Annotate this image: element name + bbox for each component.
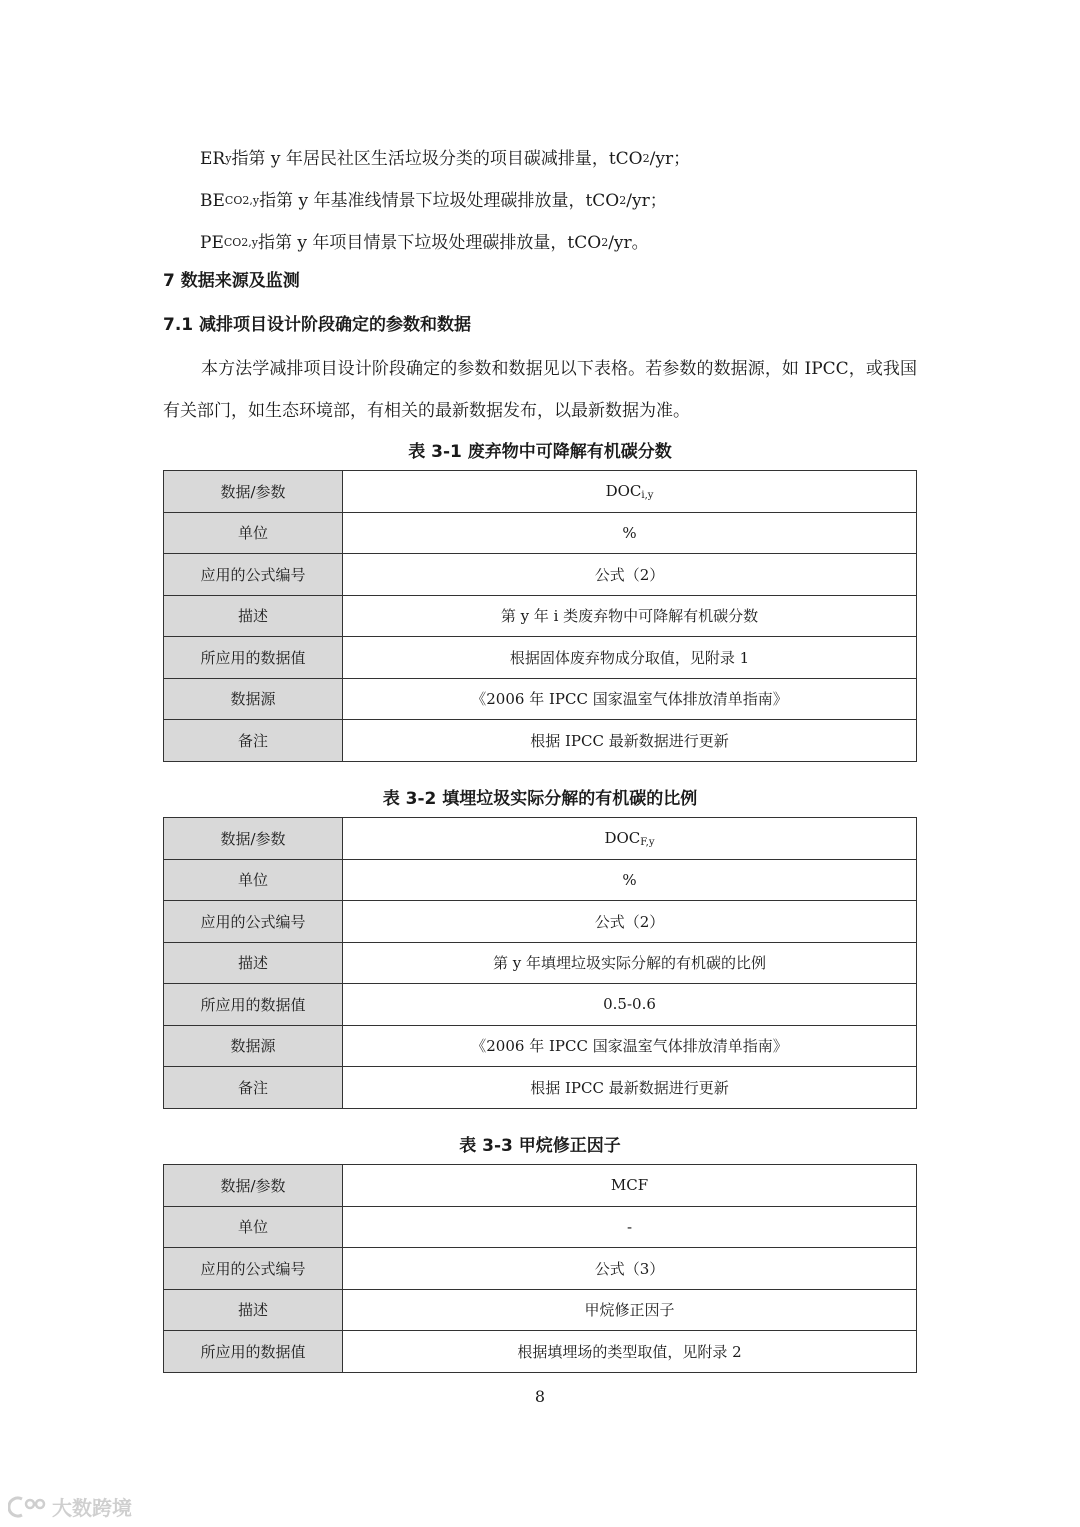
param-key: 单位 — [164, 1206, 343, 1248]
table-row — [164, 1331, 917, 1373]
param-value: 根据 IPCC 最新数据进行更新 — [343, 720, 917, 762]
param-value: 公式（2） — [343, 901, 917, 943]
param-key: 单位 — [164, 859, 343, 901]
param-value: 公式（2） — [343, 554, 917, 596]
param-value: 《2006 年 IPCC 国家温室气体排放清单指南》 — [343, 1025, 917, 1067]
param-key: 数据源 — [164, 1025, 343, 1067]
brand-logo-icon — [8, 1496, 48, 1518]
param-key: 所应用的数据值 — [164, 1331, 343, 1373]
param-value: % — [343, 859, 917, 901]
table-caption-3-3: 表 3-3 甲烷修正因子 — [459, 1136, 621, 1156]
table-row — [164, 471, 917, 513]
definitions-list — [200, 138, 690, 264]
table-caption-3-2: 表 3-2 填埋垃圾实际分解的有机碳的比例 — [382, 789, 698, 809]
table-caption-3-1: 表 3-1 废弃物中可降解有机碳分数 — [408, 442, 672, 462]
table-row — [164, 1067, 917, 1109]
table-row — [164, 512, 917, 554]
table-row — [164, 720, 917, 762]
table-row — [164, 859, 917, 901]
param-key: 数据/参数 — [164, 471, 343, 513]
param-value: $DOC_{i,y}$ — [343, 471, 917, 513]
table-row — [164, 678, 917, 720]
table-row — [164, 1248, 917, 1290]
table-row — [164, 637, 917, 679]
param-value: MCF — [343, 1165, 917, 1207]
table-row — [164, 1025, 917, 1067]
param-key: 应用的公式编号 — [164, 1248, 343, 1290]
param-key: 备注 — [164, 1067, 343, 1109]
param-value: 根据固体废弃物成分取值，见附录 1 — [343, 637, 917, 679]
page-number: 8 — [534, 1387, 546, 1406]
param-key: 应用的公式编号 — [164, 554, 343, 596]
table-row — [164, 942, 917, 984]
param-value: - — [343, 1206, 917, 1248]
param-value: 根据 IPCC 最新数据进行更新 — [343, 1067, 917, 1109]
param-value: 《2006 年 IPCC 国家温室气体排放清单指南》 — [343, 678, 917, 720]
param-key: 数据源 — [164, 678, 343, 720]
body-paragraph: 本方法学减排项目设计阶段确定的参数和数据见以下表格。若参数的数据源，如 IPCC，或我国有关部门，如生态环境部，有相关的最新数据发布，以最新数据为准。 — [163, 359, 917, 421]
param-key: 单位 — [164, 512, 343, 554]
param-value: 公式（3） — [343, 1248, 917, 1290]
param-value: % — [343, 512, 917, 554]
param-value: 第 y 年 i 类废弃物中可降解有机碳分数 — [343, 595, 917, 637]
param-key: 所应用的数据值 — [164, 984, 343, 1026]
param-key: 应用的公式编号 — [164, 901, 343, 943]
table-row — [164, 1289, 917, 1331]
definition-be: BE CO2,y 指第 y 年基准线情景下垃圾处理碳排放量，tCO 2 /yr； — [200, 191, 667, 211]
param-key: 描述 — [164, 942, 343, 984]
table-row — [164, 1165, 917, 1207]
section-heading: 7 数据来源及监测 — [163, 271, 300, 291]
parameter-table-3-1 — [163, 470, 917, 762]
param-value: $DOC_{F,y}$ — [343, 818, 917, 860]
param-key: 数据/参数 — [164, 1165, 343, 1207]
table-row — [164, 595, 917, 637]
table-row — [164, 984, 917, 1026]
param-key: 描述 — [164, 1289, 343, 1331]
definition-pe: PE CO2,y 指第 y 年项目情景下垃圾处理碳排放量，tCO 2 /yr。 — [200, 233, 649, 253]
param-key: 描述 — [164, 595, 343, 637]
param-value: 0.5-0.6 — [343, 984, 917, 1026]
param-key: 备注 — [164, 720, 343, 762]
table-row — [164, 901, 917, 943]
param-key: 数据/参数 — [164, 818, 343, 860]
table-row — [164, 818, 917, 860]
table-row — [164, 554, 917, 596]
table-row — [164, 1206, 917, 1248]
param-key: 所应用的数据值 — [164, 637, 343, 679]
watermark — [8, 1492, 132, 1521]
param-value: 根据填埋场的类型取值，见附录 2 — [343, 1331, 917, 1373]
subsection-heading: 7.1 减排项目设计阶段确定的参数和数据 — [163, 315, 472, 335]
parameter-table-3-3 — [163, 1164, 917, 1373]
param-value: 甲烷修正因子 — [343, 1289, 917, 1331]
parameter-table-3-2 — [163, 817, 917, 1109]
watermark-text: 大数跨境 — [52, 1496, 132, 1520]
param-value: 第 y 年填埋垃圾实际分解的有机碳的比例 — [343, 942, 917, 984]
definition-er: ER y 指第 y 年居民社区生活垃圾分类的项目碳减排量，tCO 2 /yr； — [200, 149, 691, 169]
